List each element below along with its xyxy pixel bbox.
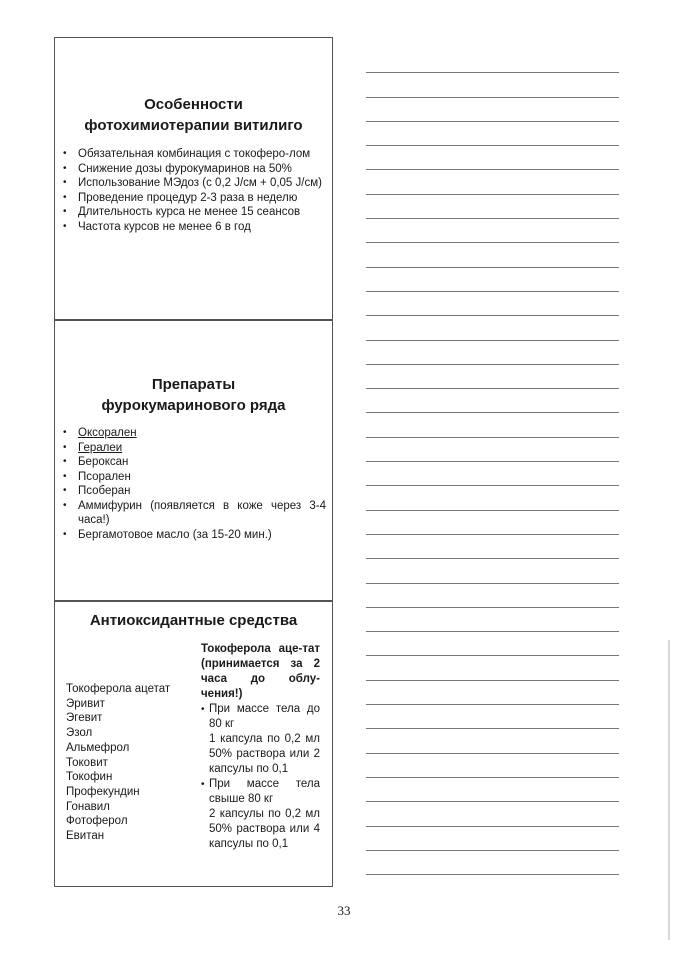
list-item: • Псоберан [63, 484, 326, 499]
note-line [366, 292, 619, 316]
note-line [366, 584, 619, 608]
note-line [366, 729, 619, 753]
slide-antioxidants [54, 601, 333, 887]
slide2-title-line1: Препараты [151, 376, 236, 393]
note-line [366, 389, 619, 413]
note-line [366, 705, 619, 729]
note-line [366, 778, 619, 802]
bullet-dot-icon: • [201, 704, 205, 715]
dosage-item [201, 702, 320, 732]
note-line [366, 413, 619, 437]
slide2-title-line2: фурокумаринового ряда [101, 397, 286, 414]
slide-furocoumarin-drugs [54, 320, 333, 601]
list-item: Гонавил [66, 800, 110, 813]
slide1-title-line2: фотохимиотерапии витилиго [84, 117, 303, 134]
list-item: • Использование МЭдоз (с 0,2 J/см + 0,05 J/см) [63, 176, 326, 191]
list-item: • Аммифурин (появляется в коже через 3-4 часа!) [63, 499, 326, 528]
note-line [366, 316, 619, 340]
bullet-dot-icon: • [201, 779, 205, 790]
note-line [366, 608, 619, 632]
note-line [366, 170, 619, 194]
note-line [366, 462, 619, 486]
list-item: • Длительность курса не менее 15 сеансов [63, 205, 326, 220]
note-line [366, 851, 619, 875]
slide-vitiligo-phototherapy [54, 37, 333, 320]
list-item: Евитан [66, 830, 105, 843]
list-item: • Проведение процедур 2-3 раза в неделю [63, 191, 326, 206]
note-line [366, 195, 619, 219]
list-item: Фотоферол [66, 815, 128, 828]
tocopherol-dosage [201, 642, 320, 852]
page-edge-shadow [668, 640, 670, 940]
list-item: Токоферола ацетат [66, 683, 171, 695]
note-line [366, 98, 619, 122]
slide2-bullet-list [55, 426, 332, 542]
dosage-item-label: При массе тела свыше 80 кг [209, 778, 320, 805]
list-item: Токофин [66, 771, 113, 784]
list-item: • Псорален [63, 470, 326, 485]
list-item: • Бергамотовое масло (за 15-20 мин.) [63, 528, 326, 543]
note-line [366, 146, 619, 170]
note-line [366, 754, 619, 778]
list-item: Профекундин [66, 785, 140, 798]
dosage-heading: Токоферола аце-тат (принимается за 2 часа до облу-чения!) [201, 643, 320, 700]
page-number: 33 [337, 903, 351, 918]
note-line [366, 559, 619, 583]
note-line [366, 535, 619, 559]
note-line [366, 632, 619, 656]
list-item: • Гералеи [63, 441, 326, 456]
note-line [366, 49, 619, 73]
note-line [366, 219, 619, 243]
list-item: Токовит [66, 756, 108, 769]
slide1-title-line1: Особенности [144, 96, 243, 113]
list-item: Эривит [66, 697, 105, 710]
note-line [366, 827, 619, 851]
list-item: Альмефрол [66, 741, 130, 754]
dosage-item-detail: 2 капсулы по 0,2 мл 50% раствора или 4 капсулы по 0,1 [209, 808, 320, 850]
list-item: • Оксорален [63, 426, 326, 441]
dosage-item-detail: 1 капсула по 0,2 мл 50% раствора или 2 капсулы по 0,1 [209, 733, 320, 775]
slide3-title: Антиоксидантные средства [89, 612, 298, 629]
note-line [366, 486, 619, 510]
note-line [366, 802, 619, 826]
note-line [366, 656, 619, 680]
note-line [366, 122, 619, 146]
slide1-bullet-list [55, 147, 332, 234]
note-line [366, 243, 619, 267]
note-line [366, 681, 619, 705]
list-item: • Бероксан [63, 455, 326, 470]
dosage-item [201, 777, 320, 807]
note-line [366, 511, 619, 535]
list-item: • Снижение дозы фурокумаринов на 50% [63, 162, 326, 177]
note-lines [366, 49, 619, 875]
note-line [366, 268, 619, 292]
dosage-item-label: При массе тела до 80 кг [209, 703, 320, 730]
note-line [366, 341, 619, 365]
list-item: • Обязательная комбинация с токоферо-лом [63, 147, 326, 162]
list-item: Эгевит [66, 712, 103, 725]
note-line [366, 365, 619, 389]
list-item: Эзол [66, 727, 93, 740]
list-item: • Частота курсов не менее 6 в год [63, 220, 326, 235]
note-line [366, 73, 619, 97]
note-line [366, 438, 619, 462]
antioxidant-drug-list [66, 682, 170, 844]
